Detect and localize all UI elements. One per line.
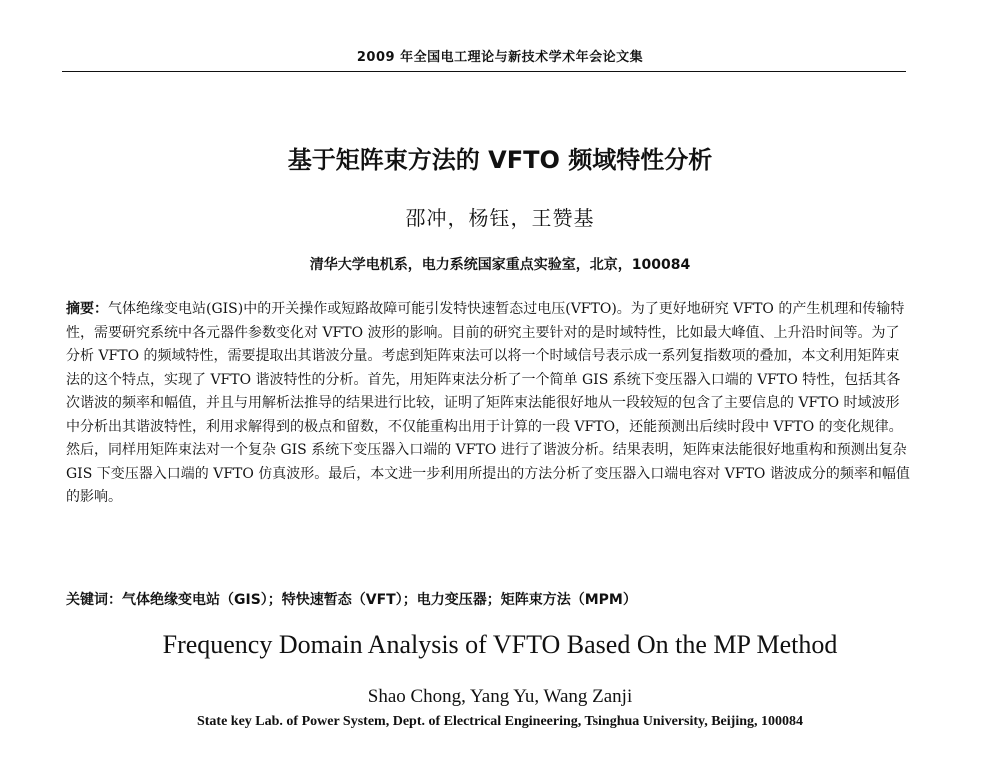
abstract-chinese xyxy=(66,298,912,510)
running-header: 2009 年全国电工理论与新技术学术年会论文集 xyxy=(356,50,644,65)
header-rule xyxy=(62,71,906,72)
affiliation-chinese: 清华大学电机系，电力系统国家重点实验室，北京，100084 xyxy=(309,257,691,273)
paper-title-chinese: 基于矩阵束方法的 VFTO 频域特性分析 xyxy=(287,146,713,174)
abstract-body: 气体绝缘变电站(GIS)中的开关操作或短路故障可能引发特快速暂态过电压(VFTO)。为了更好地研究 VFTO 的产生机理和传输特性，需要研究系统中各元器件参数变化对 VFTO 波形的影响。目前的研究主要针对的是时域特性，比如最大峰值、上升沿时间等。为了分析 VFTO 的频域特性，需要提取出其谐波分量。考虑到矩阵束法可以将一个时域信号表示成一系列复指数项的叠加，本文利用矩阵束法的这个特点，实现了 VFTO 谐波特性的分析。首先，用矩阵束法分析了一个简单 GIS 系统下变压器入口端的 VFTO 特性，包括其各次谐波的频率和幅值，并且与用解析法推导的结果进行比较，证明了矩阵束法能很好地从一段较短的包含了主要信息的 VFTO 时域波形中分析出其谐波特性，利用求解得到的极点和留数，不仅能重构出用于计算的一段 VFTO，还能预测出后续时段中 VFTO 的变化规律。然后，同样用矩阵束法对一个复杂 GIS 系统下变压器入口端的 VFTO 进行了谐波分析。结果表明，矩阵束法能很好地重构和预测出复杂 GIS 下变压器入口端的 VFTO 仿真波形。最后，本文进一步利用所提出的方法分析了变压器入口端电容对 VFTO 谐波成分的频率和幅值的影响。 xyxy=(66,301,910,505)
paper-title-english: Frequency Domain Analysis of VFTO Based On the MP Method xyxy=(162,630,838,659)
keywords-chinese: 关键词：气体绝缘变电站（GIS）；特快速暂态（VFT）；电力变压器；矩阵束方法（MPM） xyxy=(66,592,637,608)
affiliation-english: State key Lab. of Power System, Dept. of Electrical Engineering, Tsinghua University, Beijing, 100084 xyxy=(196,714,803,729)
abstract-label: 摘要： xyxy=(66,301,108,317)
authors-chinese: 邵冲，杨钰，王赞基 xyxy=(405,206,595,230)
authors-english: Shao Chong, Yang Yu, Wang Zanji xyxy=(367,686,633,707)
